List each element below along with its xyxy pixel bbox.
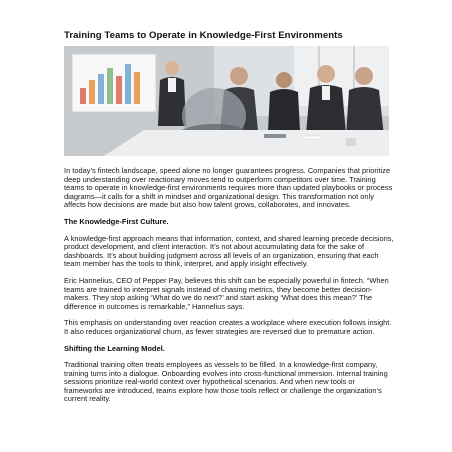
article-body: [64, 167, 394, 412]
section-heading-learning-model: Shifting the Learning Model.: [64, 343, 165, 353]
learning-model-paragraph: Traditional training often treats employees as vessels to be filled. In a knowledge-first company, training turns into a dialogue. Onboarding evolves into cross-functional immersion. Internal training sessions prioritize real-world context over hypothetical scenarios. And when new tools or frameworks are introduced, teams explore how those tools reflect or challenge the organization’s current reality.: [64, 360, 388, 404]
knowledge-first-paragraph: A knowledge-first approach means that information, context, and shared learning precede decisions, product development, and client interaction. It’s not about accumulating data for the sake of dashboards. It’s about building judgment across all levels of an organization, ensuring that each team member has the tools to think, interpret, and apply insight effectively.: [64, 233, 394, 269]
intro-paragraph: In today’s fintech landscape, speed alone no longer guarantees progress. Companies that prioritize deep understanding over reactionary moves tend to outperform competitors over time. Training teams to operate in knowledge-first environments requires more than updated playbooks or process diagrams—it calls for a shift in mindset and organizational design. This transformation not only affects how decisions are made but also how talent grows, collaborates, and innovates.: [64, 166, 393, 210]
business-meeting-photo: [64, 46, 389, 156]
emphasis-paragraph: This emphasis on understanding over reaction creates a workplace where execution follows insight. It also reduces organizational churn, as fewer strategies are reversed due to premature action.: [64, 318, 392, 336]
article-title: Training Teams to Operate in Knowledge-First Environments: [64, 30, 343, 41]
section-heading-knowledge-first-culture: The Knowledge-First Culture.: [64, 216, 169, 226]
quote-paragraph: Eric Hannelius, CEO of Pepper Pay, believes this shift can be especially powerful in fintech. “When teams are trained to interpret signals instead of chasing metrics, they become better decision-makers. They stop asking ‘What do we do next?’ and start asking ‘What does this mean?’ The difference in outcomes is remarkable,” Hannelius says.: [64, 275, 389, 311]
